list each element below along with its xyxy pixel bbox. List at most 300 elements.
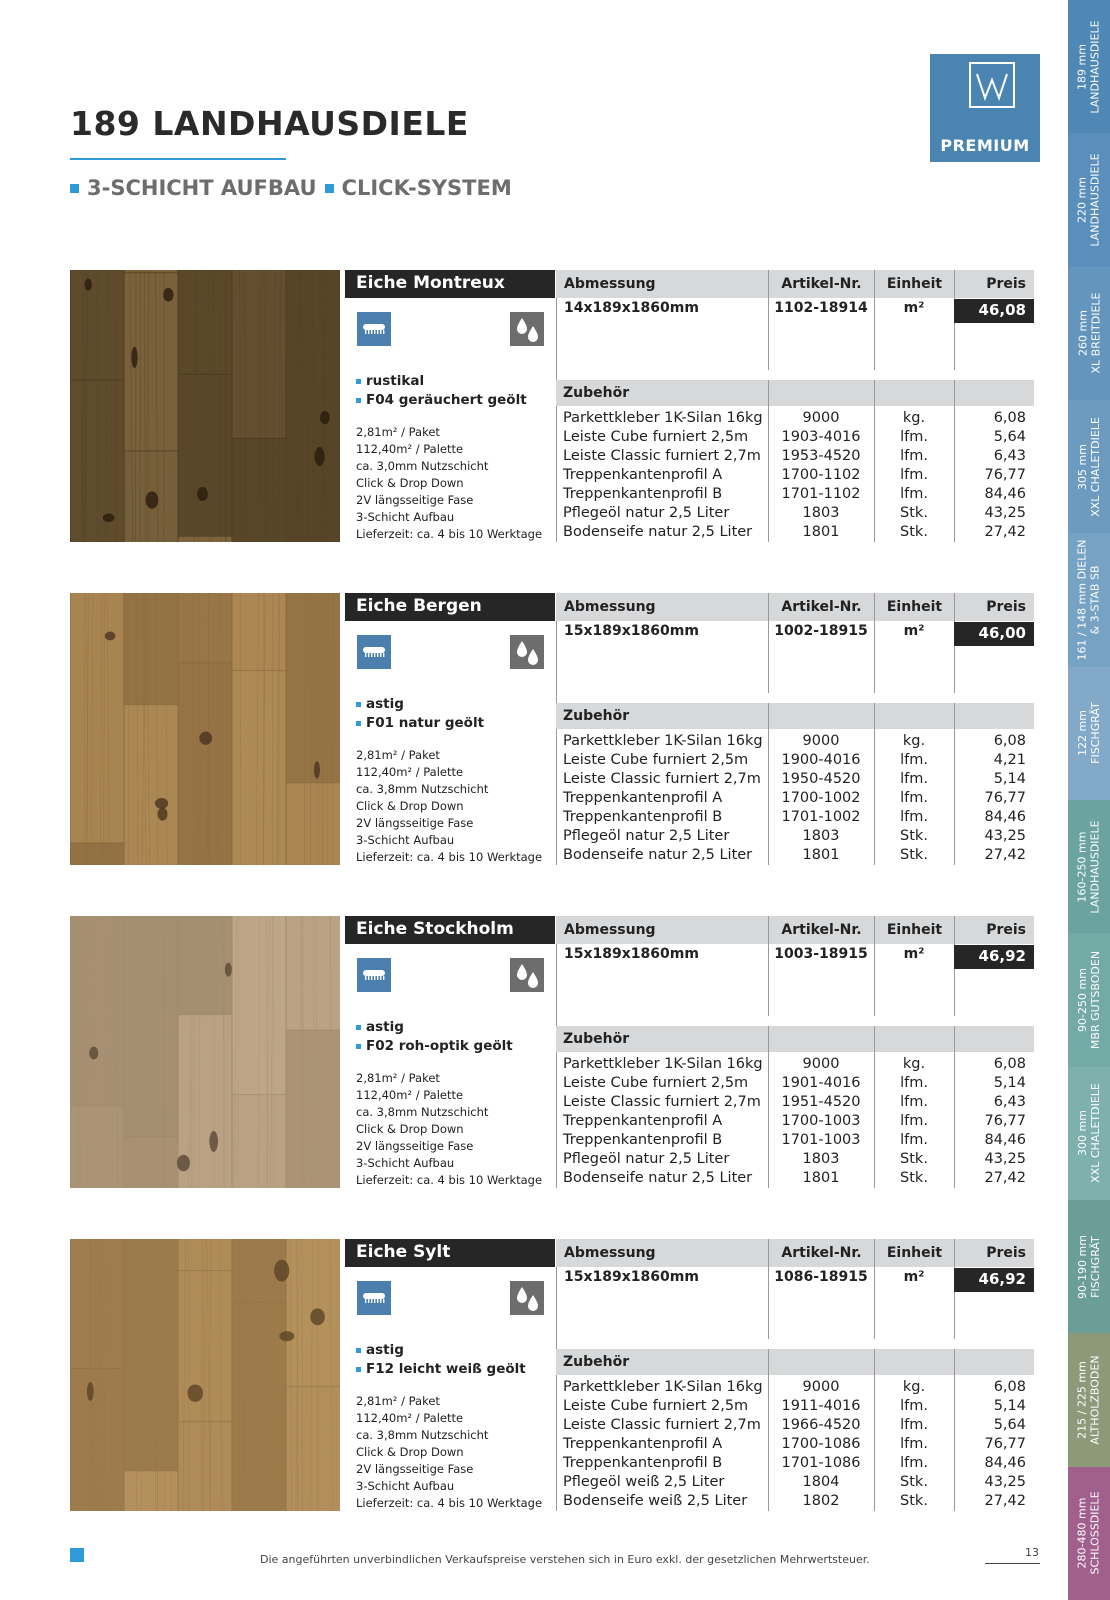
sidebar-tab[interactable]: [1068, 533, 1110, 666]
feature-item: [356, 1037, 513, 1056]
accessories-header-cell: [875, 380, 954, 406]
bullet-square-icon: [356, 721, 361, 726]
accessory-row: [556, 809, 1040, 828]
table-header-dimension: Abmessung: [556, 1239, 768, 1267]
spec-line: Lieferzeit: ca. 4 bis 10 Werktage: [356, 1496, 543, 1510]
sidebar-tab-label: [1076, 951, 1102, 1049]
feature-text: F01 natur geölt: [366, 715, 485, 731]
accessory-name: Bodenseife weiß 2,5 Liter: [563, 1493, 748, 1509]
accessory-name: Parkettkleber 1K-Silan 16kg: [563, 733, 763, 749]
accessory-article: 9000: [802, 733, 840, 749]
bullet-square-icon: [356, 1367, 361, 1372]
accessory-name: Parkettkleber 1K-Silan 16kg: [563, 410, 763, 426]
spec-line: 3-Schicht Aufbau: [356, 1479, 455, 1493]
accessory-row: [556, 1436, 1040, 1455]
product-specs: [356, 1393, 542, 1512]
accessory-price: 5,14: [993, 1075, 1026, 1091]
accessory-price: 43,25: [984, 505, 1026, 521]
accessory-unit: kg.: [902, 1056, 926, 1072]
accessory-row: [556, 1170, 1040, 1189]
accessories-header-cell: [769, 1349, 874, 1375]
oil-drops-icon: [510, 958, 544, 992]
article-number: 1086-18915: [774, 1269, 868, 1285]
accessory-unit: lfm.: [900, 1455, 928, 1471]
accessory-price: 6,08: [993, 410, 1026, 426]
sidebar-tab-line: 300 mm: [1076, 1110, 1089, 1157]
sidebar-tab-line: FISCHGRÄT: [1089, 702, 1102, 765]
sidebar-tab[interactable]: [1068, 667, 1110, 800]
accessory-article: 1903-4016: [781, 429, 861, 445]
accessories-header-cell: [769, 380, 874, 406]
unit-value: m²: [903, 1269, 925, 1285]
accessory-article: 1802: [802, 1493, 840, 1509]
footer-note: Die angeführten unverbindlichen Verkaufspreise verstehen sich in Euro exkl. der gesetzlichen Mehrwertsteuer.: [260, 1553, 870, 1566]
accessory-article: 1701-1002: [781, 809, 861, 825]
sidebar-tab-line: SCHLOSSDIELE: [1089, 1491, 1103, 1575]
feature-item: [356, 695, 484, 714]
accessories-header-cell: [955, 1026, 1034, 1052]
table-divider: [954, 324, 955, 370]
accessory-row: [556, 1151, 1040, 1170]
sidebar-tab[interactable]: [1068, 1067, 1110, 1200]
accessory-name: Bodenseife natur 2,5 Liter: [563, 524, 753, 540]
spec-line: 2,81m² / Paket: [356, 748, 440, 762]
sidebar-tab-label: [1076, 153, 1102, 246]
unit-value: m²: [903, 623, 925, 639]
accessory-row: [556, 524, 1040, 543]
sidebar-tab[interactable]: [1068, 0, 1110, 133]
accessory-article: 1901-4016: [781, 1075, 861, 1091]
accessory-article: 1701-1003: [781, 1132, 861, 1148]
product-features: [356, 695, 484, 733]
feature-text: rustikal: [366, 373, 425, 389]
spec-line: 112,40m² / Palette: [356, 765, 464, 779]
sidebar-tab-line: 189 mm: [1076, 43, 1089, 90]
logo-label: PREMIUM: [940, 136, 1030, 155]
accessories-header-cell: [875, 1349, 954, 1375]
accessories-header-cell: [769, 703, 874, 729]
sidebar-tab[interactable]: [1068, 800, 1110, 933]
feature-item: [356, 714, 484, 733]
spec-line: ca. 3,8mm Nutzschicht: [356, 1428, 489, 1442]
accessory-unit: lfm.: [900, 1436, 928, 1452]
accessory-unit: lfm.: [900, 467, 928, 483]
sidebar-tab-label: [1076, 417, 1102, 517]
bullet-square-icon: [356, 1044, 361, 1049]
accessory-article: 1803: [802, 828, 840, 844]
feature-item: [356, 1341, 526, 1360]
accessory-unit: lfm.: [900, 429, 928, 445]
accessory-price: 76,77: [984, 1436, 1026, 1452]
sidebar-tab-label: [1076, 293, 1102, 374]
product-photo: [70, 916, 340, 1188]
accessory-article: 1951-4520: [781, 1094, 861, 1110]
accessory-unit: kg.: [902, 733, 926, 749]
accessory-name: Leiste Classic furniert 2,7m: [563, 1417, 761, 1433]
sidebar-tab[interactable]: [1068, 1333, 1110, 1466]
accessory-price: 76,77: [984, 790, 1026, 806]
accessory-unit: lfm.: [900, 790, 928, 806]
accessory-row: [556, 1493, 1040, 1512]
spec-line: 112,40m² / Palette: [356, 1088, 464, 1102]
accessory-name: Treppenkantenprofil B: [563, 1455, 723, 1471]
sidebar-tab-label: [1076, 820, 1102, 913]
accessory-price: 4,21: [993, 752, 1026, 768]
product-specs: [356, 1070, 542, 1189]
product-photo: [70, 270, 340, 542]
product-name: Eiche Sylt: [345, 1239, 555, 1267]
accessory-unit: Stk.: [900, 828, 928, 844]
page-title: 189 LANDHAUSDIELE: [70, 104, 469, 143]
product-block: [70, 1239, 1040, 1511]
accessory-name: Leiste Classic furniert 2,7m: [563, 1094, 761, 1110]
accessory-unit: lfm.: [900, 486, 928, 502]
price-value: 46,92: [954, 945, 1034, 969]
accessory-row: [556, 790, 1040, 809]
table-header-price: Preis: [955, 593, 1034, 621]
sidebar-tab-label: [1076, 703, 1102, 765]
accessories-header-cell: [955, 1349, 1034, 1375]
accessory-row: [556, 486, 1040, 505]
dimension-value: 15x189x1860mm: [564, 946, 699, 962]
feature-item: [356, 1018, 513, 1037]
price-value: 46,08: [954, 299, 1034, 323]
sidebar-tab-line: LANDHAUSDIELE: [1089, 153, 1102, 247]
accessory-unit: lfm.: [900, 1132, 928, 1148]
product-photo: [70, 593, 340, 865]
accessory-name: Leiste Cube furniert 2,5m: [563, 752, 749, 768]
accessory-row: [556, 410, 1040, 429]
accessory-price: 43,25: [984, 828, 1026, 844]
accessory-article: 1801: [802, 524, 840, 540]
table-header-dimension: Abmessung: [556, 916, 768, 944]
accessory-article: 1700-1002: [781, 790, 861, 806]
accessory-price: 6,43: [993, 1094, 1026, 1110]
spec-line: 2,81m² / Paket: [356, 1071, 440, 1085]
dimension-value: 15x189x1860mm: [564, 1269, 699, 1285]
sidebar-tab-label: [1076, 20, 1102, 113]
spec-line: Lieferzeit: ca. 4 bis 10 Werktage: [356, 527, 543, 541]
accessory-unit: lfm.: [900, 1075, 928, 1091]
accessory-price: 84,46: [984, 486, 1026, 502]
accessory-name: Parkettkleber 1K-Silan 16kg: [563, 1379, 763, 1395]
feature-text: F02 roh-optik geölt: [366, 1038, 513, 1054]
sidebar-tab[interactable]: [1068, 133, 1110, 266]
table-header-dimension: Abmessung: [556, 593, 768, 621]
accessory-article: 9000: [802, 1379, 840, 1395]
sidebar-tab[interactable]: [1068, 1200, 1110, 1333]
accessory-name: Leiste Classic furniert 2,7m: [563, 771, 761, 787]
sidebar-tab[interactable]: [1068, 267, 1110, 400]
feature-text: astig: [366, 696, 404, 712]
spec-line: Lieferzeit: ca. 4 bis 10 Werktage: [356, 1173, 543, 1187]
product-features: [356, 372, 527, 410]
accessory-unit: lfm.: [900, 809, 928, 825]
accessory-price: 6,08: [993, 1379, 1026, 1395]
accessory-article: 1966-4520: [781, 1417, 861, 1433]
accessory-row: [556, 1417, 1040, 1436]
accessory-price: 27,42: [984, 524, 1026, 540]
accessory-unit: kg.: [902, 1379, 926, 1395]
spec-line: 2,81m² / Paket: [356, 1394, 440, 1408]
feature-text: astig: [366, 1342, 404, 1358]
product-name: Eiche Bergen: [345, 593, 555, 621]
accessory-price: 5,14: [993, 771, 1026, 787]
accessories-header: Zubehör: [556, 1349, 768, 1375]
dimension-value: 14x189x1860mm: [564, 300, 699, 316]
oil-drops-icon: [510, 312, 544, 346]
accessory-row: [556, 467, 1040, 486]
price-value: 46,92: [954, 1268, 1034, 1292]
sidebar-tab-label: [1076, 1083, 1102, 1183]
product-features: [356, 1341, 526, 1379]
sidebar-tab-line: XL BREITDIELE: [1089, 292, 1103, 374]
accessory-row: [556, 1455, 1040, 1474]
product-block: [70, 270, 1040, 542]
accessory-article: 1701-1102: [781, 486, 861, 502]
accessories-header-cell: [955, 703, 1034, 729]
accessory-article: 1950-4520: [781, 771, 861, 787]
subtitle-part: CLICK-SYSTEM: [341, 176, 512, 200]
accessory-price: 5,14: [993, 1398, 1026, 1414]
table-divider: [954, 647, 955, 693]
w-logo-icon: [969, 62, 1015, 108]
sidebar-tab-label: [1076, 1235, 1102, 1299]
accessories-header: Zubehör: [556, 1026, 768, 1052]
table-divider: [954, 1293, 955, 1339]
accessories-header-cell: [875, 1026, 954, 1052]
accessory-row: [556, 1075, 1040, 1094]
footer-square-icon: [70, 1548, 84, 1562]
accessory-name: Leiste Cube furniert 2,5m: [563, 1075, 749, 1091]
product-name: Eiche Montreux: [345, 270, 555, 298]
spec-line: 2V längsseitige Fase: [356, 1139, 474, 1153]
accessory-row: [556, 429, 1040, 448]
accessory-unit: Stk.: [900, 1474, 928, 1490]
feature-text: F04 geräuchert geölt: [366, 392, 527, 408]
spec-line: Lieferzeit: ca. 4 bis 10 Werktage: [356, 850, 543, 864]
page-number-rule: [985, 1563, 1040, 1564]
table-header-unit: Einheit: [875, 916, 954, 944]
sidebar-tab-label: [1076, 539, 1102, 660]
accessories-header: Zubehör: [556, 380, 768, 406]
spec-line: ca. 3,8mm Nutzschicht: [356, 782, 489, 796]
accessory-article: 9000: [802, 410, 840, 426]
table-header-article: Artikel-Nr.: [769, 270, 874, 298]
accessory-price: 27,42: [984, 1170, 1026, 1186]
accessory-name: Bodenseife natur 2,5 Liter: [563, 847, 753, 863]
accessory-article: 1700-1102: [781, 467, 861, 483]
accessory-article: 1801: [802, 1170, 840, 1186]
spec-line: 3-Schicht Aufbau: [356, 1156, 455, 1170]
dimension-value: 15x189x1860mm: [564, 623, 699, 639]
accessory-unit: lfm.: [900, 771, 928, 787]
spec-line: 3-Schicht Aufbau: [356, 510, 455, 524]
accessory-name: Leiste Classic furniert 2,7m: [563, 448, 761, 464]
accessory-price: 84,46: [984, 809, 1026, 825]
accessory-unit: Stk.: [900, 524, 928, 540]
brand-logo: [930, 54, 1040, 162]
spec-line: Click & Drop Down: [356, 1445, 464, 1459]
accessory-row: [556, 1056, 1040, 1075]
feature-item: [356, 391, 527, 410]
product-block: [70, 916, 1040, 1188]
accessory-article: 1804: [802, 1474, 840, 1490]
accessory-unit: Stk.: [900, 1170, 928, 1186]
accessory-price: 76,77: [984, 467, 1026, 483]
feature-item: [356, 372, 527, 391]
sidebar-tab-line: 220 mm: [1076, 177, 1089, 223]
accessory-price: 43,25: [984, 1474, 1026, 1490]
spec-line: 112,40m² / Palette: [356, 442, 464, 456]
unit-value: m²: [903, 300, 925, 316]
accessory-article: 1911-4016: [781, 1398, 861, 1414]
spec-line: ca. 3,0mm Nutzschicht: [356, 459, 489, 473]
sidebar-tab-line: & 3-STAB SB: [1089, 565, 1102, 635]
sidebar-tab-line: LANDHAUSDIELE: [1089, 820, 1102, 914]
accessories-header-cell: [875, 703, 954, 729]
accessory-price: 6,08: [993, 733, 1026, 749]
accessory-price: 6,43: [993, 448, 1026, 464]
table-header-unit: Einheit: [875, 1239, 954, 1267]
accessory-row: [556, 828, 1040, 847]
sidebar-tab-line: 161 / 148 mm DIELEN: [1076, 539, 1089, 661]
sidebar-tab-line: 90-190 mm: [1076, 1234, 1090, 1299]
accessory-name: Treppenkantenprofil A: [563, 1113, 723, 1129]
sidebar-tab-line: ALTHOLZBODEN: [1089, 1355, 1102, 1445]
accessory-name: Pflegeöl natur 2,5 Liter: [563, 828, 730, 844]
article-number: 1102-18914: [774, 300, 868, 316]
spec-line: 2V längsseitige Fase: [356, 493, 474, 507]
accessory-name: Pflegeöl weiß 2,5 Liter: [563, 1474, 725, 1490]
brushed-surface-icon: [357, 635, 391, 669]
accessory-unit: lfm.: [900, 1094, 928, 1110]
subtitle-part: 3-SCHICHT AUFBAU: [87, 176, 317, 200]
sidebar-tab-line: 305 mm: [1076, 443, 1089, 490]
sidebar-tab-line: 160-250 mm: [1076, 831, 1089, 903]
accessory-name: Leiste Cube furniert 2,5m: [563, 1398, 749, 1414]
sidebar-tab-line: 280-480 mm: [1076, 1497, 1090, 1569]
table-header-article: Artikel-Nr.: [769, 593, 874, 621]
accessory-name: Pflegeöl natur 2,5 Liter: [563, 505, 730, 521]
bullet-square-icon: [356, 1348, 361, 1353]
accessory-article: 1953-4520: [781, 448, 861, 464]
feature-text: F12 leicht weiß geölt: [366, 1361, 526, 1377]
table-header-price: Preis: [955, 916, 1034, 944]
bullet-square-icon: [356, 379, 361, 384]
accessory-unit: lfm.: [900, 1417, 928, 1433]
accessory-unit: lfm.: [900, 1398, 928, 1414]
accessory-price: 84,46: [984, 1455, 1026, 1471]
spec-line: 2V längsseitige Fase: [356, 1462, 474, 1476]
sidebar-tab-line: 260 mm: [1076, 310, 1090, 357]
brushed-surface-icon: [357, 958, 391, 992]
accessory-name: Parkettkleber 1K-Silan 16kg: [563, 1056, 763, 1072]
accessories-header-cell: [955, 380, 1034, 406]
table-header-unit: Einheit: [875, 270, 954, 298]
spec-line: Click & Drop Down: [356, 799, 464, 813]
product-features: [356, 1018, 513, 1056]
sidebar-tab-line: 215 / 225 mm: [1076, 1361, 1089, 1439]
sidebar-tab-line: MBR GUTSBODEN: [1089, 950, 1102, 1050]
sidebar-tab-line: XXL CHALETDIELE: [1089, 1083, 1102, 1184]
accessory-price: 5,64: [993, 429, 1026, 445]
accessory-article: 1900-4016: [781, 752, 861, 768]
accessory-price: 43,25: [984, 1151, 1026, 1167]
accessory-name: Treppenkantenprofil B: [563, 486, 723, 502]
table-header-article: Artikel-Nr.: [769, 916, 874, 944]
sidebar-tab[interactable]: [1068, 1467, 1110, 1600]
accessory-price: 5,64: [993, 1417, 1026, 1433]
accessory-row: [556, 771, 1040, 790]
spec-line: ca. 3,8mm Nutzschicht: [356, 1105, 489, 1119]
accessory-row: [556, 1094, 1040, 1113]
price-table: [556, 270, 1040, 542]
table-header-dimension: Abmessung: [556, 270, 768, 298]
sidebar-tab-line: 90-250 mm: [1076, 968, 1089, 1032]
accessories-header: Zubehör: [556, 703, 768, 729]
accessory-price: 6,08: [993, 1056, 1026, 1072]
accessory-price: 27,42: [984, 1493, 1026, 1509]
product-specs: [356, 424, 542, 543]
accessory-unit: Stk.: [900, 1151, 928, 1167]
accessory-article: 1803: [802, 1151, 840, 1167]
bullet-square-icon: [70, 184, 79, 193]
bullet-square-icon: [356, 702, 361, 707]
unit-value: m²: [903, 946, 925, 962]
accessory-article: 1803: [802, 505, 840, 521]
price-table: [556, 916, 1040, 1188]
accessory-unit: lfm.: [900, 448, 928, 464]
accessory-row: [556, 1379, 1040, 1398]
accessory-article: 1701-1086: [781, 1455, 861, 1471]
product-photo: [70, 1239, 340, 1511]
accessory-row: [556, 752, 1040, 771]
sidebar-tab-line: LANDHAUSDIELE: [1089, 20, 1102, 114]
oil-drops-icon: [510, 635, 544, 669]
spec-line: 2V längsseitige Fase: [356, 816, 474, 830]
page-number: 13: [1025, 1546, 1039, 1559]
article-number: 1003-18915: [774, 946, 868, 962]
accessory-article: 1700-1003: [781, 1113, 861, 1129]
spec-line: Click & Drop Down: [356, 1122, 464, 1136]
price-table: [556, 593, 1040, 865]
accessory-unit: kg.: [902, 410, 926, 426]
sidebar-tab[interactable]: [1068, 400, 1110, 533]
accessory-row: [556, 1398, 1040, 1417]
accessory-price: 27,42: [984, 847, 1026, 863]
price-table: [556, 1239, 1040, 1511]
accessory-article: 1801: [802, 847, 840, 863]
table-header-price: Preis: [955, 270, 1034, 298]
sidebar-tab-label: [1076, 1492, 1102, 1575]
accessory-name: Bodenseife natur 2,5 Liter: [563, 1170, 753, 1186]
sidebar-tab-label: [1076, 1355, 1102, 1444]
table-header-article: Artikel-Nr.: [769, 1239, 874, 1267]
accessory-row: [556, 1474, 1040, 1493]
bullet-square-icon: [325, 184, 334, 193]
table-header-price: Preis: [955, 1239, 1034, 1267]
accessory-article: 9000: [802, 1056, 840, 1072]
sidebar-tab-line: 122 mm: [1076, 710, 1089, 757]
brushed-surface-icon: [357, 312, 391, 346]
article-number: 1002-18915: [774, 623, 868, 639]
spec-line: Click & Drop Down: [356, 476, 464, 490]
table-divider: [954, 970, 955, 1016]
bullet-square-icon: [356, 1025, 361, 1030]
accessory-name: Leiste Cube furniert 2,5m: [563, 429, 749, 445]
sidebar-tab[interactable]: [1068, 933, 1110, 1066]
